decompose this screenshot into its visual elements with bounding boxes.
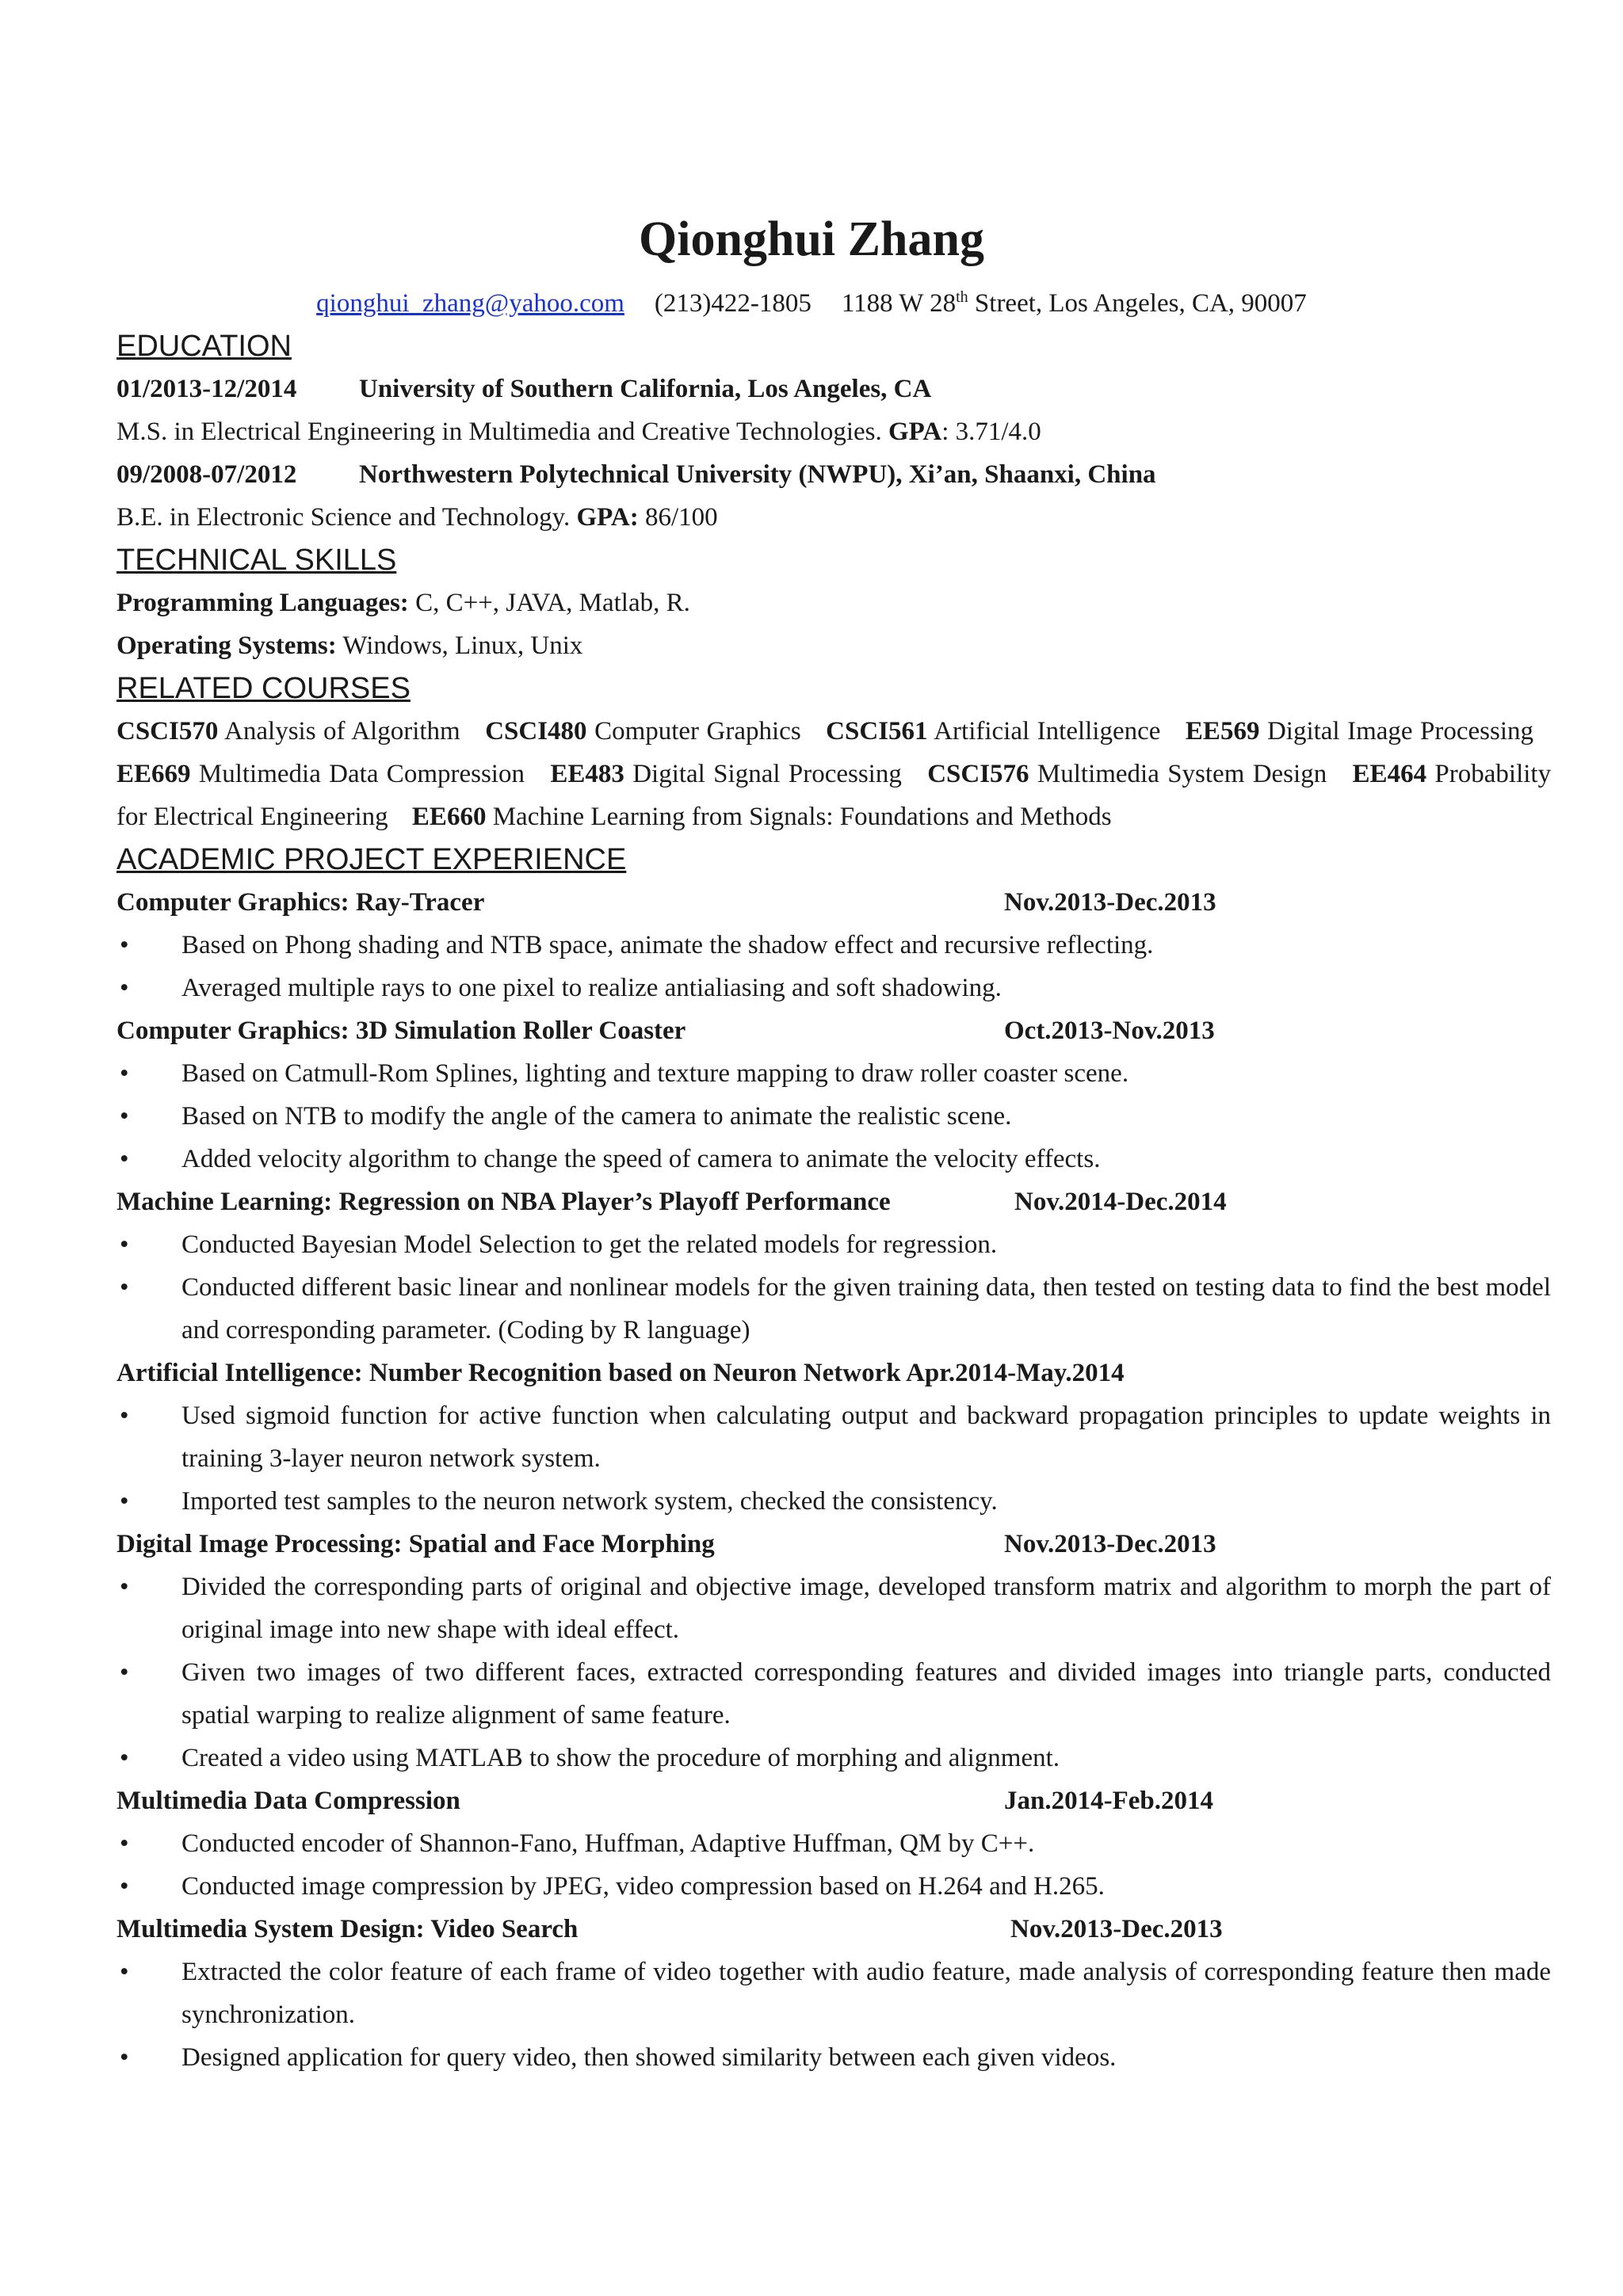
course-list [116,710,1551,838]
skill-item [116,624,1551,667]
gpa-value: 86/100 [638,503,718,532]
bullet-item: • Averaged multiple rays to one pixel to realize antialiasing and soft shadowing. [116,967,1551,1009]
course-name: Computer Graphics [594,717,801,746]
skill-value: C, C++, JAVA, Matlab, R. [408,589,690,617]
education-dates: 09/2008-07/2012 [116,460,297,489]
course-name: Probability for Electrical Engineering [116,760,1552,831]
project-bullets [116,1223,1551,1352]
bullet-item: • Conducted Bayesian Model Selection to get the related models for regression. [116,1223,1551,1266]
course-name: Digital Signal Processing [632,760,902,788]
project-dates: Oct.2013-Nov.2013 [1004,1016,1215,1045]
bullet-item: • Imported test samples to the neuron network system, checked the consistency. [116,1480,1551,1523]
course-name: Machine Learning from Signals: Foundations and Methods [492,803,1112,831]
project-bullets [116,1951,1551,2079]
bullet-item: • Created a video using MATLAB to show the procedure of morphing and alignment. [116,1737,1551,1779]
resume-body [116,325,1551,2079]
email-link[interactable]: qionghui_zhang@yahoo.com [316,289,624,318]
project-entry [116,1779,1551,1908]
course-item [826,717,1160,746]
project-bullets [116,1566,1551,1779]
project-title: Artificial Intelligence: Number Recognition based on Neuron Network [116,1359,901,1387]
contact-line [0,284,1623,323]
bullet-item: • Conducted encoder of Shannon-Fano, Huffman, Adaptive Huffman, QM by C++. [116,1822,1551,1865]
course-item [116,717,460,746]
projects-heading: ACADEMIC PROJECT EXPERIENCE [116,843,627,876]
project-dates: Nov.2013-Dec.2013 [1010,1915,1223,1943]
course-name: Analysis of Algorithm [224,717,460,746]
skill-label: Programming Languages: [116,589,409,617]
education-degree-line [116,496,1551,539]
project-title: Multimedia System Design: Video Search [116,1915,579,1943]
project-header [116,1180,1551,1223]
project-header [116,1352,1551,1394]
gpa-label: GPA [888,418,942,446]
project-entry [116,1908,1551,2079]
project-entry [116,881,1551,1009]
bullet-item: • Divided the corresponding parts of original and objective image, developed transform matrix and algorithm to morph the part of original image into new shape with ideal effect. [116,1566,1551,1651]
address-ordinal-suffix: th [956,288,968,306]
bullet-item: • Given two images of two different faces, extracted corresponding features and divided images into triangle parts, conducted spatial warping to realize alignment of same feature. [116,1651,1551,1737]
project-dates: Jan.2014-Feb.2014 [1004,1787,1213,1815]
skills-heading: TECHNICAL SKILLS [116,543,397,577]
phone-number: (213)422-1805 [654,289,812,318]
course-code: CSCI561 [826,717,928,746]
gpa-value: : 3.71/4.0 [941,418,1041,446]
project-title: Multimedia Data Compression [116,1787,460,1815]
bullet-item: • Used sigmoid function for active function when calculating output and backward propagation principles to update weights in training 3-layer neuron network system. [116,1394,1551,1480]
education-entry-header [116,453,1551,496]
project-bullets [116,1052,1551,1180]
project-header [116,1908,1551,1951]
address [842,289,1307,318]
candidate-name: Qionghui Zhang [639,212,984,266]
project-title: Computer Graphics: Ray-Tracer [116,888,485,917]
education-heading: EDUCATION [116,330,292,363]
project-bullets [116,1394,1551,1523]
project-title: Machine Learning: Regression on NBA Player’s Playoff Performance [116,1188,891,1216]
course-name: Multimedia Data Compression [198,760,525,788]
project-entry [116,1523,1551,1779]
address-rest: Street, Los Angeles, CA, 90007 [968,289,1307,318]
bullet-item: • Designed application for query video, then showed similarity between each given videos. [116,2036,1551,2079]
course-name: Digital Image Processing [1266,717,1534,746]
project-header [116,1779,1551,1822]
course-name: Multimedia System Design [1037,760,1327,788]
course-code: EE660 [411,803,487,831]
course-code: CSCI576 [927,760,1029,788]
course-item [550,760,902,788]
skill-value: Windows, Linux, Unix [336,631,583,660]
education-entry-header [116,368,1551,410]
course-code: EE669 [116,760,191,788]
project-entry [116,1352,1551,1523]
bullet-item: • Conducted image compression by JPEG, video compression based on H.264 and H.265. [116,1865,1551,1908]
project-title: Computer Graphics: 3D Simulation Roller Coaster [116,1016,686,1045]
education-degree-line [116,410,1551,453]
project-header [116,881,1551,924]
project-dates: Nov.2014-Dec.2014 [1014,1188,1227,1216]
project-dates: Apr.2014-May.2014 [906,1359,1125,1387]
bullet-item: • Added velocity algorithm to change the speed of camera to animate the velocity effects. [116,1138,1551,1180]
course-code: CSCI570 [116,717,219,746]
course-item [485,717,800,746]
gpa-label: GPA: [576,503,639,532]
project-bullets [116,1822,1551,1908]
bullet-item: • Based on Phong shading and NTB space, animate the shadow effect and recursive reflecting. [116,924,1551,967]
courses-heading: RELATED COURSES [116,672,411,705]
project-bullets [116,924,1551,1009]
education-dates: 01/2013-12/2014 [116,375,297,403]
education-degree: B.E. in Electronic Science and Technology. [116,503,571,532]
project-title: Digital Image Processing: Spatial and Face Morphing [116,1530,715,1558]
project-entry [116,1180,1551,1352]
course-item [927,760,1327,788]
bullet-item: • Based on Catmull-Rom Splines, lighting and texture mapping to draw roller coaster scene. [116,1052,1551,1095]
bullet-item: • Based on NTB to modify the angle of the camera to animate the realistic scene. [116,1095,1551,1138]
project-dates: Nov.2013-Dec.2013 [1004,1530,1216,1558]
course-item [116,760,525,788]
education-school: University of Southern California, Los Angeles, CA [359,375,932,403]
course-code: CSCI480 [485,717,587,746]
project-header [116,1009,1551,1052]
skill-label: Operating Systems: [116,631,337,660]
project-entry [116,1009,1551,1180]
course-code: EE464 [1352,760,1427,788]
course-name: Artificial Intelligence [934,717,1161,746]
skill-item [116,582,1551,624]
project-header [116,1523,1551,1566]
course-item [412,803,1112,831]
education-school: Northwestern Polytechnical University (NWPU), Xi’an, Shaanxi, China [359,460,1156,489]
education-degree: M.S. in Electrical Engineering in Multimedia and Creative Technologies. [116,418,882,446]
course-item [1186,717,1533,746]
address-street-number: 1188 W 28 [841,289,957,318]
project-dates: Nov.2013-Dec.2013 [1004,888,1216,917]
bullet-item: • Conducted different basic linear and nonlinear models for the given training data, then tested on testing data to find the best model and corresponding parameter. (Coding by R language) [116,1266,1551,1352]
bullet-item: • Extracted the color feature of each frame of video together with audio feature, made analysis of corresponding feature then made synchronization. [116,1951,1551,2036]
course-code: EE483 [550,760,624,788]
course-code: EE569 [1185,717,1260,746]
